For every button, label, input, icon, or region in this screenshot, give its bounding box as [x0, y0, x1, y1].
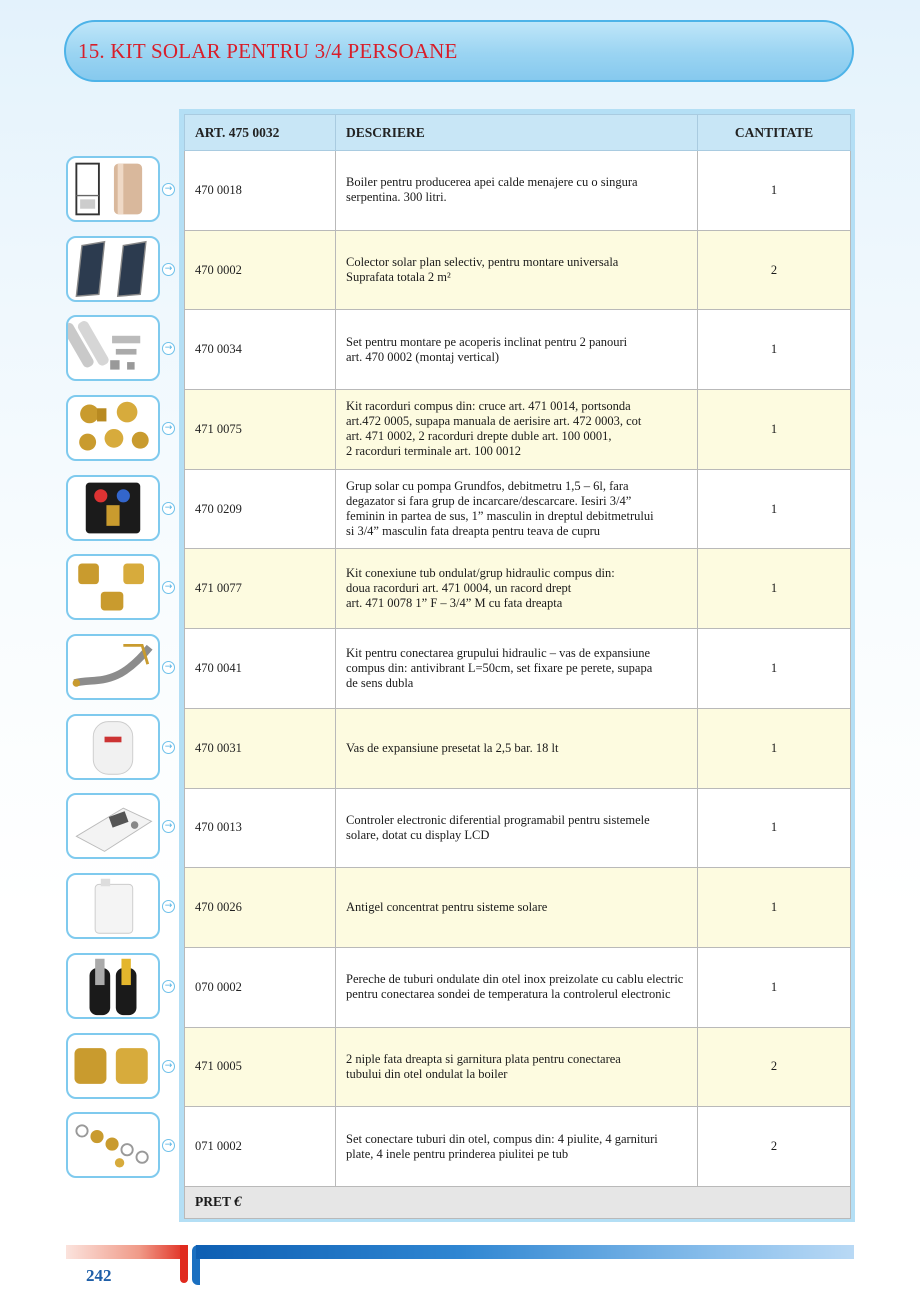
description-line: Pereche de tuburi ondulate din otel inox preizolate cu cablu electric: [346, 972, 684, 987]
arrow-right-icon: →: [162, 980, 175, 993]
arrow-right-icon: →: [162, 1060, 175, 1073]
description-cell: [336, 469, 698, 549]
quantity-cell: 1: [698, 151, 851, 231]
arrow-right-icon: →: [162, 820, 175, 833]
description-line: Antigel concentrat pentru sisteme solare: [346, 900, 548, 915]
article-code: 471 0075: [185, 390, 336, 470]
table-row: [185, 708, 851, 788]
boiler-icon: [66, 156, 160, 222]
arrow-right-icon: →: [162, 183, 175, 196]
arrow-right-icon: →: [162, 502, 175, 515]
description-cell: [336, 549, 698, 629]
antifreeze-canister-icon: [66, 873, 160, 939]
arrow-right-icon: →: [162, 422, 175, 435]
description-line: Suprafata totala 2 m²: [346, 270, 451, 285]
nipple-fittings-icon: [66, 1033, 160, 1099]
table-row: [185, 1107, 851, 1187]
article-code: 470 0013: [185, 788, 336, 868]
description-line: degazator si fara grup de incarcare/descarcare. Iesiri 3/4”: [346, 494, 632, 509]
quantity-cell: 1: [698, 868, 851, 948]
description-line: feminin in partea de sus, 1” masculin in dreptul debitmetrului: [346, 509, 654, 524]
description-line: Controler electronic diferential programabil pentru sistemele: [346, 812, 650, 827]
table-row: [185, 868, 851, 948]
description-line: art. 471 0002, 2 racorduri drepte duble art. 100 0001,: [346, 429, 612, 444]
hose-bracket-icon: [66, 634, 160, 700]
description-line: tubului din otel ondulat la boiler: [346, 1066, 508, 1081]
arrow-right-icon: →: [162, 342, 175, 355]
footer-red-bar: [66, 1245, 188, 1259]
description-line: Set pentru montare pe acoperis inclinat pentru 2 panouri: [346, 334, 628, 349]
description-cell: [336, 1107, 698, 1187]
description-line: pentru conectarea sondei de temperatura la controlerul electronic: [346, 987, 671, 1002]
table-row: [185, 390, 851, 470]
table-row: [185, 947, 851, 1027]
description-line: art. 470 0002 (montaj vertical): [346, 349, 500, 364]
quantity-cell: 1: [698, 549, 851, 629]
description-line: solare, dotat cu display LCD: [346, 827, 490, 842]
description-cell: [336, 390, 698, 470]
connector-kit-icon: [66, 554, 160, 620]
price-label: PRET: [195, 1193, 232, 1209]
article-code: 070 0002: [185, 947, 336, 1027]
quantity-cell: 2: [698, 1027, 851, 1107]
table-row: [185, 629, 851, 709]
description-line: Boiler pentru producerea apei calde menajere cu o singura: [346, 175, 638, 190]
controller-icon: [66, 793, 160, 859]
description-line: Kit conexiune tub ondulat/grup hidraulic compus din:: [346, 566, 615, 581]
table-row: [185, 310, 851, 390]
table-body: [185, 151, 851, 1219]
description-cell: [336, 947, 698, 1027]
article-code: 071 0002: [185, 1107, 336, 1187]
description-line: plate, 4 inele pentru prinderea piulitei pe tub: [346, 1146, 569, 1161]
insulated-pipe-icon: [66, 953, 160, 1019]
column-header-description: DESCRIERE: [336, 115, 698, 151]
description-line: Kit pentru conectarea grupului hidraulic – vas de expansiune: [346, 645, 651, 660]
description-cell: [336, 1027, 698, 1107]
quantity-cell: 2: [698, 230, 851, 310]
pump-group-icon: [66, 475, 160, 541]
footer-red-hook: [180, 1245, 188, 1283]
article-code: 470 0018: [185, 151, 336, 231]
description-line: 2 niple fata dreapta si garnitura plata pentru conectarea: [346, 1051, 621, 1066]
arrow-right-icon: →: [162, 741, 175, 754]
fittings-icon: [66, 395, 160, 461]
article-code: 470 0209: [185, 469, 336, 549]
article-code: 470 0034: [185, 310, 336, 390]
price-row: [185, 1186, 851, 1218]
description-line: doua racorduri art. 471 0004, un racord drept: [346, 581, 572, 596]
description-line: Vas de expansiune presetat la 2,5 bar. 18 lt: [346, 740, 559, 755]
description-line: Kit racorduri compus din: cruce art. 471 0014, portsonda: [346, 399, 631, 414]
quantity-cell: 1: [698, 310, 851, 390]
quantity-cell: 1: [698, 947, 851, 1027]
quantity-cell: 1: [698, 708, 851, 788]
page-number: 242: [86, 1266, 112, 1285]
arrow-right-icon: →: [162, 1139, 175, 1152]
description-line: si 3/4” masculin fata dreapta pentru teava de cupru: [346, 524, 601, 539]
description-line: Set conectare tuburi din otel, compus din: 4 piulite, 4 garnituri: [346, 1131, 658, 1146]
solar-panel-icon: [66, 236, 160, 302]
table-row: [185, 151, 851, 231]
header-bar: [64, 20, 854, 82]
article-code: 470 0041: [185, 629, 336, 709]
quantity-cell: 2: [698, 1107, 851, 1187]
nuts-gaskets-icon: [66, 1112, 160, 1178]
column-header-quantity: CANTITATE: [698, 115, 851, 151]
quantity-cell: 1: [698, 629, 851, 709]
description-line: de sens dubla: [346, 675, 414, 690]
arrow-right-icon: →: [162, 581, 175, 594]
table-row: [185, 788, 851, 868]
arrow-right-icon: →: [162, 661, 175, 674]
quantity-cell: 1: [698, 469, 851, 549]
table-row: [185, 230, 851, 310]
description-line: art.472 0005, supapa manuala de aerisire art. 472 0003, cot: [346, 414, 642, 429]
article-code: 470 0002: [185, 230, 336, 310]
description-cell: [336, 230, 698, 310]
table-header-row: [185, 115, 851, 151]
euro-symbol: €: [234, 1193, 242, 1210]
table-row: [185, 1027, 851, 1107]
quantity-cell: 1: [698, 390, 851, 470]
description-line: Colector solar plan selectiv, pentru montare universala: [346, 255, 619, 270]
description-cell: [336, 868, 698, 948]
description-line: compus din: antivibrant L=50cm, set fixare pe perete, supapa: [346, 660, 653, 675]
footer-blue-bar: [196, 1245, 854, 1259]
expansion-vessel-icon: [66, 714, 160, 780]
article-code: 471 0077: [185, 549, 336, 629]
price-cell: [185, 1186, 851, 1218]
description-line: art. 471 0078 1” F – 3/4” M cu fata dreapta: [346, 596, 563, 611]
description-cell: [336, 310, 698, 390]
article-code: 470 0026: [185, 868, 336, 948]
article-code: 470 0031: [185, 708, 336, 788]
table-row: [185, 469, 851, 549]
quantity-cell: 1: [698, 788, 851, 868]
description-cell: [336, 708, 698, 788]
table-row: [185, 549, 851, 629]
column-header-art: ART. 475 0032: [185, 115, 336, 151]
arrow-right-icon: →: [162, 263, 175, 276]
arrow-right-icon: →: [162, 900, 175, 913]
description-cell: [336, 629, 698, 709]
description-cell: [336, 788, 698, 868]
page-title: 15. KIT SOLAR PENTRU 3/4 PERSOANE: [78, 39, 458, 63]
description-line: serpentina. 300 litri.: [346, 190, 447, 205]
description-cell: [336, 151, 698, 231]
description-line: 2 racorduri terminale art. 100 0012: [346, 444, 521, 459]
mounting-kit-icon: [66, 315, 160, 381]
description-line: Grup solar cu pompa Grundfos, debitmetru 1,5 – 6l, fara: [346, 479, 629, 494]
kit-table: [184, 114, 851, 1219]
article-code: 471 0005: [185, 1027, 336, 1107]
